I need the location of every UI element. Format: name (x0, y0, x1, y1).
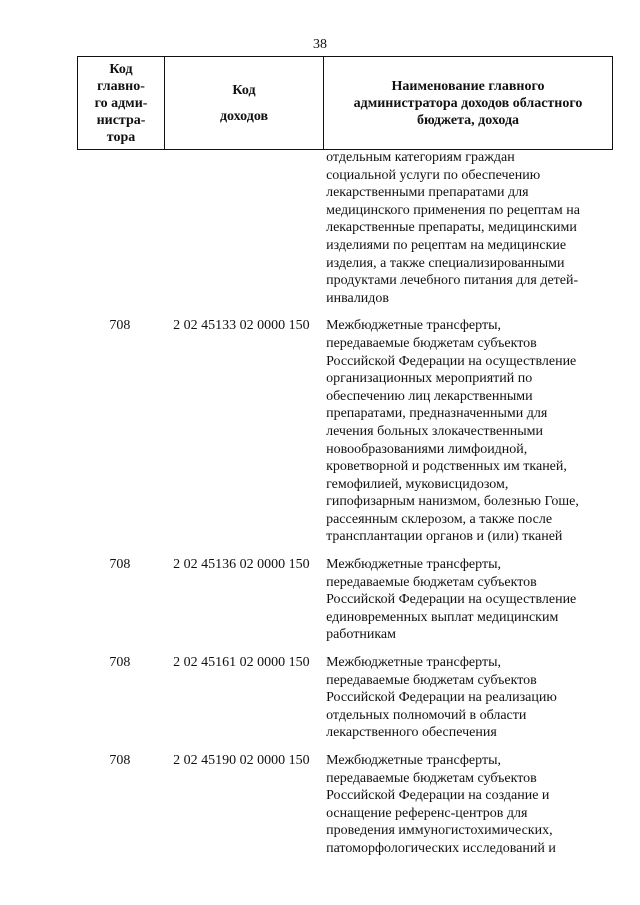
income-code-cell: 2 02 45161 02 0000 150 (173, 655, 310, 671)
table-row (77, 556, 613, 644)
income-code-cell: 2 02 45190 02 0000 150 (173, 753, 310, 768)
admin-code-cell: 708 (109, 318, 131, 334)
admin-code-cell: 708 (109, 753, 131, 768)
budget-table-header (77, 56, 613, 150)
page-number: 38 (313, 37, 327, 52)
income-name-cell: Межбюджетные трансферты, передаваемые бюджетам субъектов Российской Федерации на осуществление единовременных выплат медицинским работникам (326, 557, 577, 643)
admin-code-cell (77, 149, 163, 307)
income-name-cell: Межбюджетные трансферты, передаваемые бюджетам субъектов Российской Федерации на создание и оснащение референс-центров для проведения иммуногистохимических, патоморфологических исследований и (326, 753, 556, 856)
admin-code-cell: 708 (109, 557, 131, 573)
table-body (77, 149, 613, 858)
income-name-cell: Межбюджетные трансферты, передаваемые бюджетам субъектов Российской Федерации на реализацию отдельных полномочий в области лекарственного обеспечения (326, 655, 557, 741)
header-name: Наименование главного администратора доходов областного бюджета, дохода (324, 57, 613, 150)
table-row (77, 317, 613, 546)
table-row (77, 654, 613, 742)
income-code-cell (163, 149, 320, 307)
income-name-cell: отдельным категориям граждан социальной услуги по обеспечению лекарственными препаратами для медицинского применения по рецептам на лекарственные препараты, медицинскими изделиями по рецептам на медицинские изделия, а также специализированными продуктами лечебного питания для детей- инвалидов (326, 150, 580, 306)
income-name-cell: Межбюджетные трансферты, передаваемые бюджетам субъектов Российской Федерации на осуществление организационных мероприятий по обеспечению лиц лекарственными препаратами, предназначенными для лечения больных злокачественными новообразованиями лимфоидной, кроветворной и родственных им тканей, гемофилией, муковисцидозом, гипофизарным нанизмом, болезнью Гоше, рассеянным склерозом, а также после трансплантации органов и (или) тканей (326, 318, 579, 545)
table-row (77, 752, 613, 858)
admin-code-cell: 708 (109, 655, 131, 671)
income-code-cell: 2 02 45136 02 0000 150 (173, 557, 310, 573)
income-code-cell: 2 02 45133 02 0000 150 (173, 318, 310, 334)
header-income-code: Код доходов (165, 57, 324, 150)
table-row (77, 149, 613, 307)
header-admin-code: Код главно- го адми- нистра- тора (78, 57, 165, 150)
